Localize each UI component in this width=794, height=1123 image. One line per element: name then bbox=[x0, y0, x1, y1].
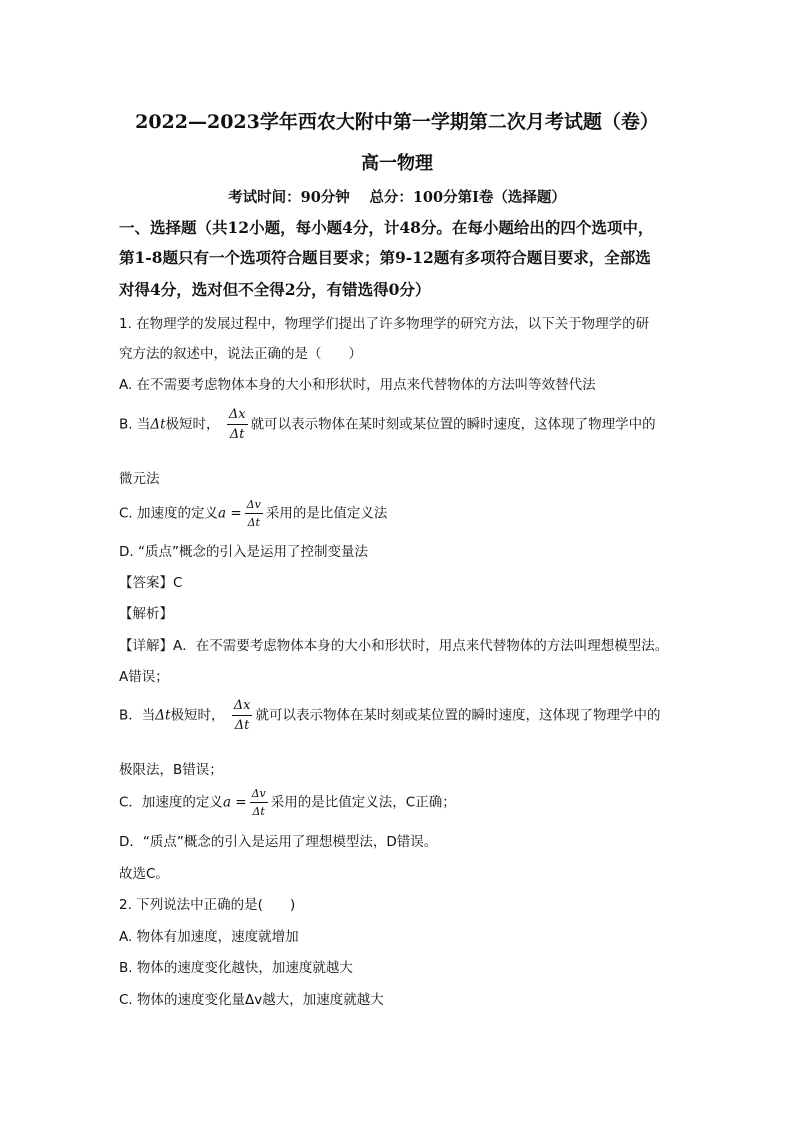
q1-option-a: A. 在不需要考虑物体本身的大小和形状时，用点来代替物体的方法叫等效替代法 bbox=[119, 377, 596, 393]
acceleration-formula-lhs: a = bbox=[222, 794, 247, 811]
q1-detail-b-line-2: 极限法，B错误； bbox=[119, 762, 223, 778]
exam-info: 考试时间：90分钟 总分：100分第I卷（选择题） bbox=[228, 189, 566, 206]
section-instructions-line-1: 一、选择题（共12小题，每小题4分，计48分。在每小题给出的四个选项中， bbox=[119, 218, 654, 237]
q1-detail-a-line-2: A错误； bbox=[119, 669, 169, 685]
fraction-numerator: Δv bbox=[250, 788, 268, 803]
q1-detail-c bbox=[119, 788, 456, 817]
q1-option-b-suffix: 就可以表示物体在某时刻或某位置的瞬时速度，这体现了物理学中的 bbox=[250, 416, 656, 433]
fraction-denominator: Δt bbox=[234, 718, 250, 733]
q2-option-c: C. 物体的速度变化量Δv越大，加速度就越大 bbox=[119, 992, 384, 1008]
q1-detail-b-mid: 极短时， bbox=[170, 707, 225, 724]
q1-detail-b-prefix: B．当 bbox=[119, 707, 156, 724]
subject-title: 高一物理 bbox=[361, 153, 433, 174]
delta-t-symbol: Δt bbox=[155, 707, 171, 724]
q1-option-d: D. “质点”概念的引入是运用了控制变量法 bbox=[119, 544, 368, 560]
q1-option-c bbox=[119, 499, 387, 528]
q1-answer: 【答案】C bbox=[119, 575, 183, 591]
fraction-numerator: Δx bbox=[227, 408, 248, 425]
q1-option-b-line-2: 微元法 bbox=[119, 471, 160, 487]
fraction-denominator: Δt bbox=[229, 427, 245, 442]
dv-over-dt-fraction bbox=[245, 499, 263, 528]
q2-stem: 2. 下列说法中正确的是( ) bbox=[119, 897, 296, 913]
q1-option-b-prefix: B. 当 bbox=[119, 416, 151, 433]
q1-detail-c-suffix: 采用的是比值定义法，C正确； bbox=[270, 794, 456, 811]
q1-detail-a-line-1: 【详解】A．在不需要考虑物体本身的大小和形状时，用点来代替物体的方法叫理想模型法。 bbox=[119, 638, 669, 654]
exam-title: 2022—2023学年西农大附中第一学期第二次月考试题（卷） bbox=[135, 111, 659, 133]
q1-stem-line-1: 1. 在物理学的发展过程中，物理学们提出了许多物理学的研究方法，以下关于物理学的研 bbox=[119, 316, 650, 332]
fraction-denominator: Δt bbox=[247, 516, 260, 529]
delta-t-symbol: Δt bbox=[150, 416, 166, 433]
q1-detail-c-prefix: C．加速度的定义 bbox=[119, 794, 223, 811]
q1-detail-d: D．“质点”概念的引入是运用了理想模型法，D错误。 bbox=[119, 834, 438, 850]
q2-option-b: B. 物体的速度变化越快，加速度就越大 bbox=[119, 960, 353, 976]
fraction-numerator: Δx bbox=[232, 699, 253, 716]
fraction-denominator: Δt bbox=[252, 805, 265, 818]
q1-option-b-mid: 极短时， bbox=[165, 416, 220, 433]
section-instructions-line-3: 对得4分，选对但不全得2分，有错选得0分） bbox=[119, 280, 431, 299]
dx-over-dt-fraction bbox=[227, 408, 248, 441]
dv-over-dt-fraction bbox=[250, 788, 268, 817]
q1-conclusion: 故选C。 bbox=[119, 866, 169, 882]
dx-over-dt-fraction bbox=[232, 699, 253, 732]
fraction-numerator: Δv bbox=[245, 499, 263, 514]
section-instructions-line-2: 第1-8题只有一个选项符合题目要求；第9-12题有多项符合题目要求，全部选 bbox=[119, 248, 651, 267]
q1-option-b bbox=[119, 408, 656, 441]
q1-analysis-heading: 【解析】 bbox=[119, 606, 173, 622]
q1-detail-b-suffix: 就可以表示物体在某时刻或某位置的瞬时速度，这体现了物理学中的 bbox=[255, 707, 661, 724]
q1-option-c-prefix: C. 加速度的定义 bbox=[119, 505, 219, 522]
q1-detail-b bbox=[119, 699, 660, 732]
q2-option-a: A. 物体有加速度，速度就增加 bbox=[119, 929, 299, 945]
q1-stem-line-2: 究方法的叙述中，说法正确的是（ ） bbox=[119, 346, 362, 362]
q1-option-c-suffix: 采用的是比值定义法 bbox=[265, 505, 388, 522]
acceleration-formula-lhs: a = bbox=[218, 505, 242, 522]
